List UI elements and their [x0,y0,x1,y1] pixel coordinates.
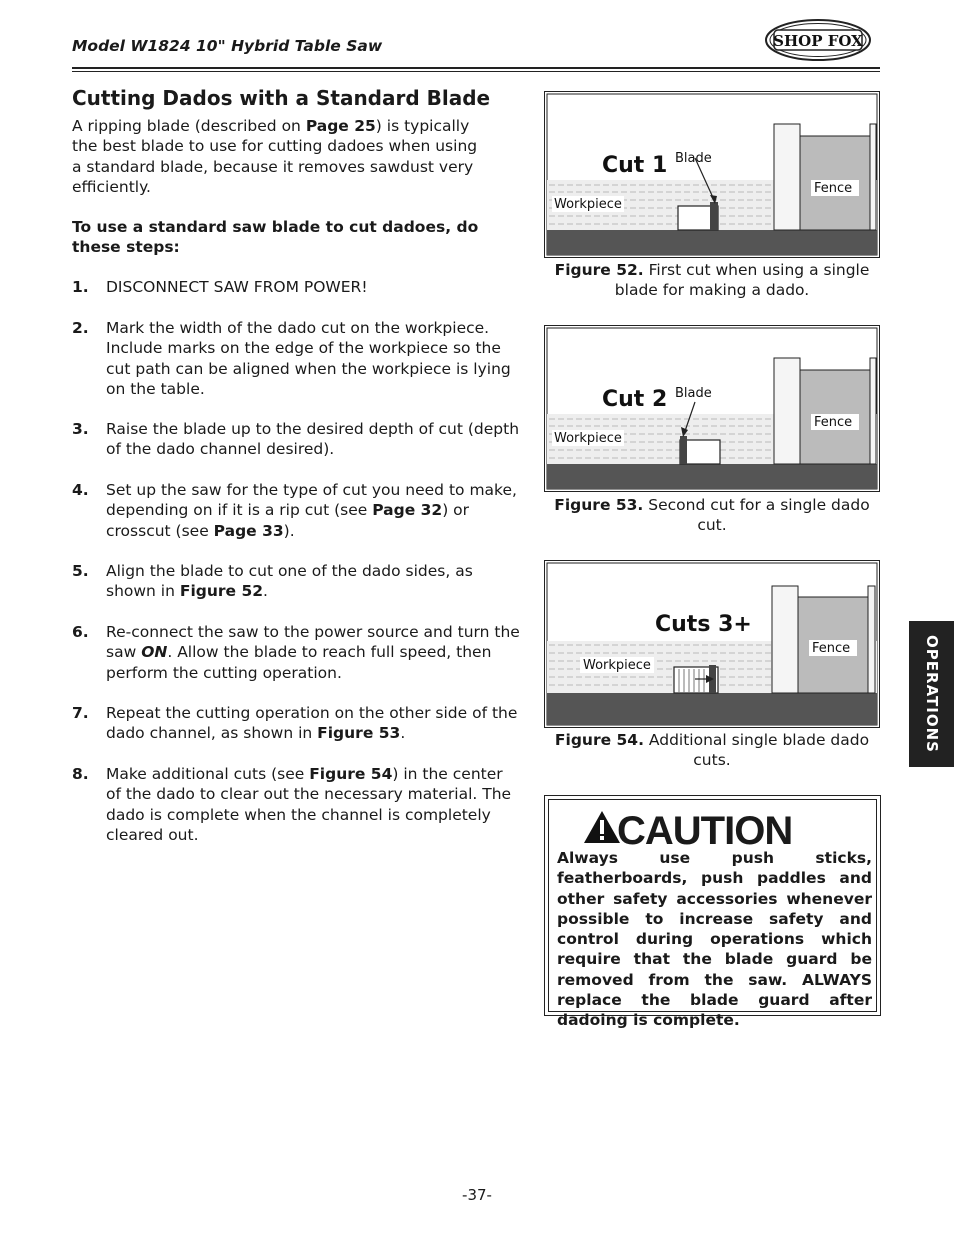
figure-ref: Figure 53 [317,724,401,743]
warning-triangle-icon [583,809,621,845]
workpiece-label: Workpiece [583,658,651,673]
figure-ref: Figure 54 [309,765,393,783]
logo-text: SHOP FOX [773,32,863,50]
shop-fox-logo [764,18,872,62]
figure-ref: Figure 52 [179,582,264,601]
header-rule [72,67,880,69]
side-tab-label: OPERATIONS [922,635,941,753]
section-title: Cutting Dados with a Standard Blade [72,86,491,110]
figure-52-caption: Figure 52. First cut when using a single blade for making a dado. [554,261,870,300]
figure-heading: Cuts 3+ [655,612,752,637]
intro-paragraph: A ripping blade (described on Page 25) is typically the best blade to use for cutting dadoes when using a standard blade, because it removes sawdust very efficiently. [72,117,478,196]
steps-lead: To use a standard saw blade to cut dadoes, do these steps: [72,218,479,257]
caution-box [544,795,881,1030]
page-ref: Page 25 [305,117,376,135]
caution-title: CAUTION [617,809,793,853]
on-emphasis: ON [141,643,168,662]
page-ref: Page 32 [372,501,443,520]
figure-52 [544,91,880,258]
fence-label: Fence [812,641,851,656]
figure-53-caption: Figure 53. Second cut for a single dado cut. [554,496,870,535]
header-title: Model W1824 10" Hybrid Table Saw [72,37,383,55]
page-ref: Page 33 [213,521,284,540]
page-number: -37- [462,1186,492,1204]
blade-label: Blade [675,386,712,401]
workpiece-label: Workpiece [554,431,622,446]
caution-text: Always use push sticks, featherboards, push paddles and other safety accessories whenever possible to increase safety and control during operations which require that the blade guard be removed from the saw. ALWAYS replace the blade guard after dadoing is complete. [557,849,872,1030]
figure-heading: Cut 2 [602,387,668,412]
figure-54-caption: Figure 54. Additional single blade dado cuts. [554,731,870,770]
workpiece-label: Workpiece [554,197,622,212]
blade-label: Blade [675,151,712,166]
figure-heading: Cut 1 [602,153,668,178]
caution-inner-frame [548,799,877,1030]
fence-label: Fence [814,181,853,196]
fence-label: Fence [814,415,853,430]
operations-side-tab [909,621,954,767]
figure-54 [544,560,880,728]
header-rule-thin [72,71,880,72]
figure-53 [544,325,880,492]
